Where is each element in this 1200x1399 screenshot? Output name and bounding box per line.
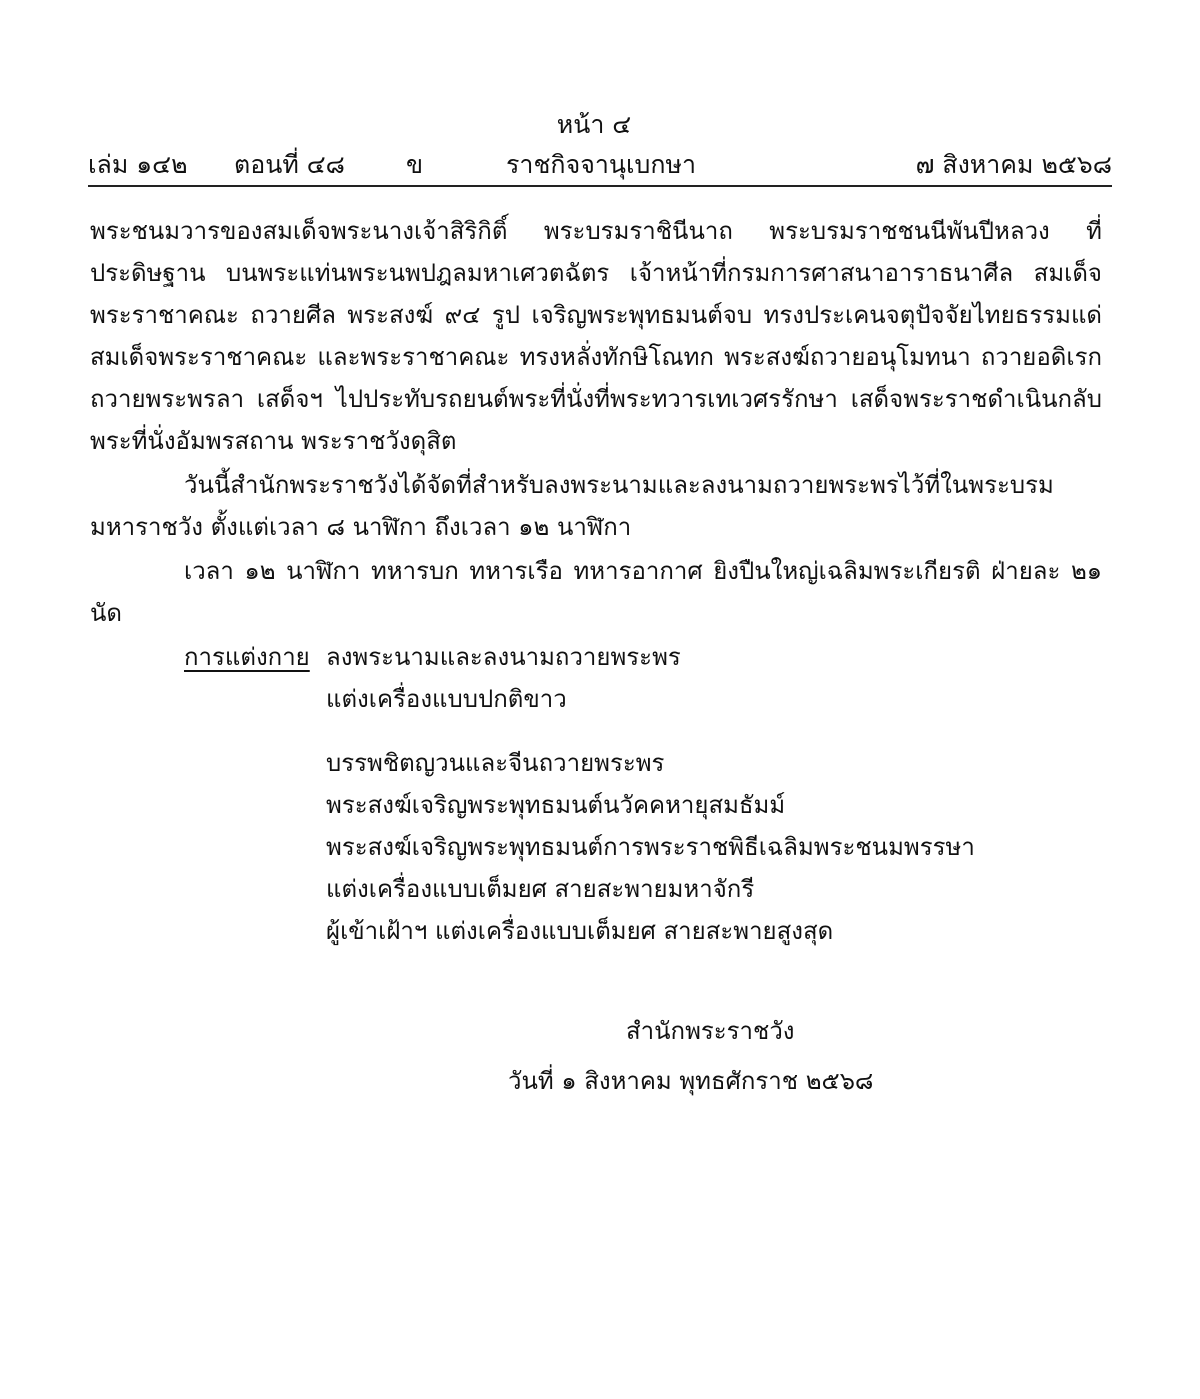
page-number: หน้า ๔ [556,110,632,139]
header-divider [88,185,1112,187]
issuing-office: สำนักพระราชวัง [626,1017,795,1045]
dress-code-line: แต่งเครื่องแบบปกติขาว [326,685,567,713]
dress-code-label: การแต่งกาย [184,643,310,671]
journal-title: ราชกิจจานุเบกษา [506,150,697,179]
volume-number: เล่ม ๑๔๒ [88,150,188,179]
dress-code-line: พระสงฆ์เจริญพระพุทธมนต์นวัคคหายุสมธัมม์ [326,791,786,819]
section-number: ตอนที่ ๔๘ [234,150,345,179]
body-paragraph: เวลา ๑๒ นาฬิกา ทหารบก ทหารเรือ ทหารอากาศ ยิงปืนใหญ่เฉลิมพระเกียรติ ฝ่ายละ ๒๑ นัด [90,557,1102,627]
dress-code-line: บรรพชิตญวนและจีนถวายพระพร [326,749,665,777]
dress-code-line: แต่งเครื่องแบบเต็มยศ สายสะพายมหาจักรี [326,875,755,903]
body-paragraph: วันนี้สำนักพระราชวังได้จัดที่สำหรับลงพระนามและลงนามถวายพระพรไว้ที่ในพระบรมมหาราชวัง ตั้งแต่เวลา ๘ นาฬิกา ถึงเวลา ๑๒ นาฬิกา [90,471,1054,541]
part-letter: ข [406,150,424,179]
body-paragraph: พระชนมวารของสมเด็จพระนางเจ้าสิริกิติ์ พระบรมราชินีนาถ พระบรมราชชนนีพันปีหลวง ที่ประดิษฐาน บนพระแท่นพระนพปฎลมหาเศวตฉัตร เจ้าหน้าที่กรมการศาสนาอาราธนาศีล สมเด็จพระราชาคณะ ถวายศีล พระสงฆ์ ๙๔ รูป เจริญพระพุทธมนต์จบ ทรงประเคนจตุปัจจัยไทยธรรมแด่สมเด็จพระราชาคณะ และพระราชาคณะ ทรงหลั่งทักษิโณทก พระสงฆ์ถวายอนุโมทนา ถวายอดิเรก ถวายพระพรลา เสด็จฯ ไปประทับรถยนต์พระที่นั่งที่พระทวารเทเวศรรักษา เสด็จพระราชดำเนินกลับพระที่นั่งอัมพรสถาน พระราชวังดุสิต [90,217,1102,455]
dress-code-line: พระสงฆ์เจริญพระพุทธมนต์การพระราชพิธีเฉลิมพระชนมพรรษา [326,833,975,861]
dress-code-line: ผู้เข้าเฝ้าฯ แต่งเครื่องแบบเต็มยศ สายสะพายสูงสุด [326,917,834,945]
publication-date: ๗ สิงหาคม ๒๕๖๘ [915,150,1112,179]
dress-code-line: ลงพระนามและลงนามถวายพระพร [326,643,681,671]
issue-date: วันที่ ๑ สิงหาคม พุทธศักราช ๒๕๖๘ [508,1067,874,1095]
gazette-header [88,148,1112,184]
